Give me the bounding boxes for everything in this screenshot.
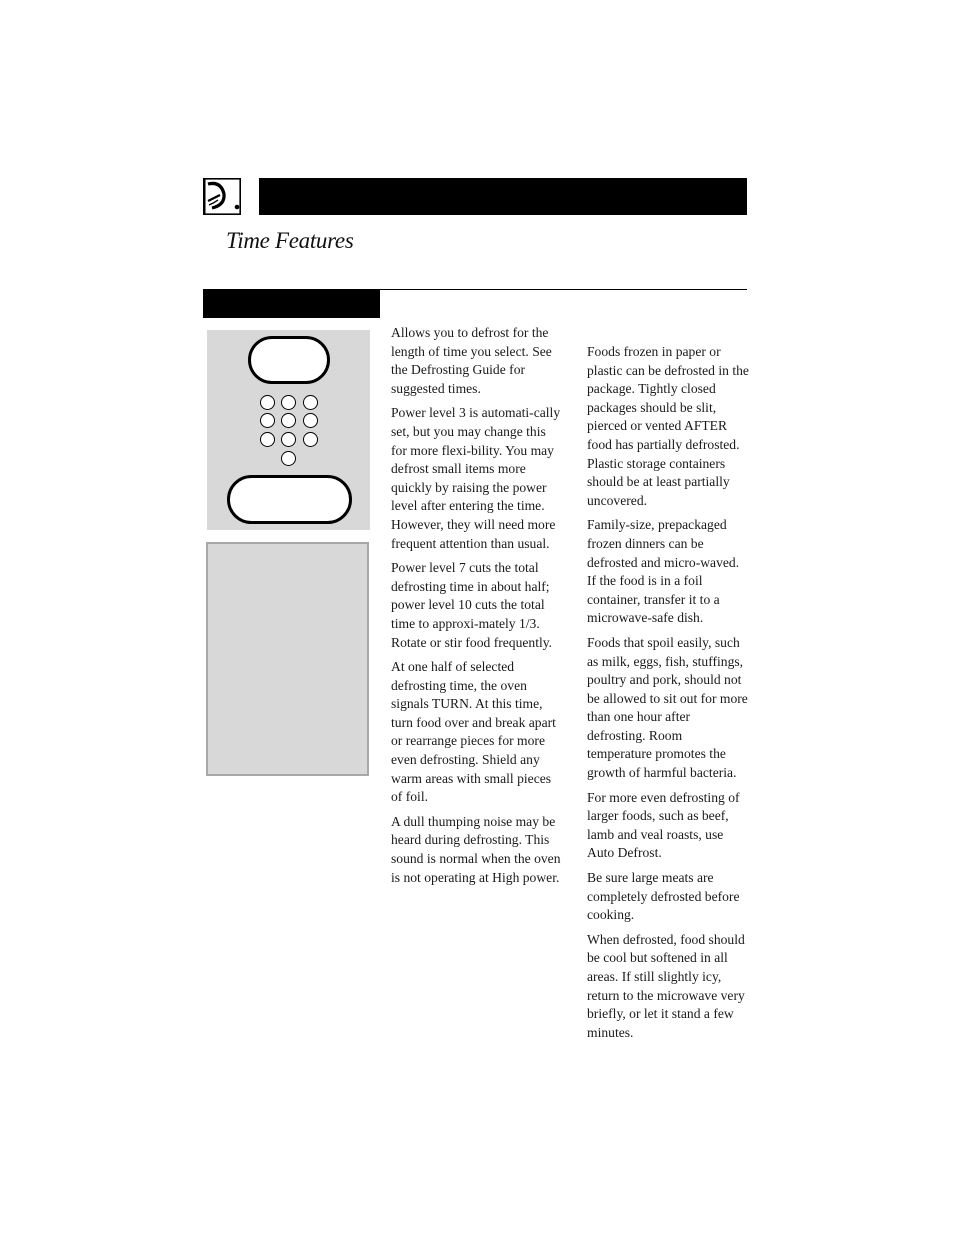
paragraph: Foods frozen in paper or plastic can be defrosted in the package. Tightly closed packages should be slit, pierced or vented AFTER food has partially defrosted. Plastic storage containers should be at least partially uncovered. bbox=[587, 344, 749, 508]
paragraph: Family-size, prepackaged frozen dinners can be defrosted and micro-waved. If the food is in a foil container, transfer it to a microwave-safe dish. bbox=[587, 517, 740, 626]
keypad-button-icon bbox=[260, 432, 275, 447]
keypad-button-icon bbox=[303, 395, 318, 410]
function-pad-top bbox=[248, 336, 330, 384]
keypad-button-icon bbox=[260, 395, 275, 410]
keypad-button-icon bbox=[260, 413, 275, 428]
paragraph: A dull thumping noise may be heard during defrosting. This sound is normal when the oven is not operating at High power. bbox=[391, 813, 561, 885]
function-pad-bottom bbox=[227, 475, 352, 524]
paragraph: Power level 7 cuts the total defrosting time in about half; power level 10 cuts the total time to approxi-mately 1/3. Rotate or stir food frequently. bbox=[391, 560, 553, 650]
divider-line bbox=[380, 289, 747, 290]
header-bar bbox=[259, 178, 747, 215]
note-box bbox=[206, 542, 369, 776]
keypad-button-icon bbox=[281, 413, 296, 428]
keypad-button-icon bbox=[303, 432, 318, 447]
paragraph: When defrosted, food should be cool but softened in all areas. If still slightly icy, return to the microwave very briefly, or let it stand a few minutes. bbox=[587, 931, 745, 1040]
keypad-button-icon bbox=[281, 451, 296, 466]
section-title: Time Features bbox=[226, 228, 354, 253]
paragraph: For more even defrosting of larger foods, such as beef, lamb and veal roasts, use Auto Defrost. bbox=[587, 789, 740, 861]
subheader-bar bbox=[203, 289, 380, 318]
keypad-button-icon bbox=[281, 432, 296, 447]
paragraph: Allows you to defrost for the length of time you select. See the Defrosting Guide for suggested times. bbox=[391, 325, 552, 396]
paragraph: Be sure large meats are completely defrosted before cooking. bbox=[587, 870, 740, 923]
text-column-1 bbox=[391, 324, 563, 893]
paragraph: At one half of selected defrosting time, the oven signals TURN. At this time, turn food over and break apart or rearrange pieces for more even defrosting. Shield any warm areas with small pieces of foil. bbox=[391, 659, 556, 805]
timer-dial-icon bbox=[203, 178, 241, 215]
keypad-illustration bbox=[207, 330, 370, 530]
paragraph: Foods that spoil easily, such as milk, eggs, fish, stuffings, poultry and pork, should not be allowed to sit out for more than one hour after defrosting. Room temperature promotes the growth of harmful bacteria. bbox=[587, 634, 748, 781]
paragraph: Power level 3 is automati-cally set, but you may change this for more flexi-bility. You may defrost small items more quickly by raising the power level after entering the time. However, they will need more frequent attention than usual. bbox=[391, 405, 561, 551]
text-column-2 bbox=[587, 343, 749, 1048]
keypad-button-icon bbox=[281, 395, 296, 410]
keypad-button-icon bbox=[303, 413, 318, 428]
